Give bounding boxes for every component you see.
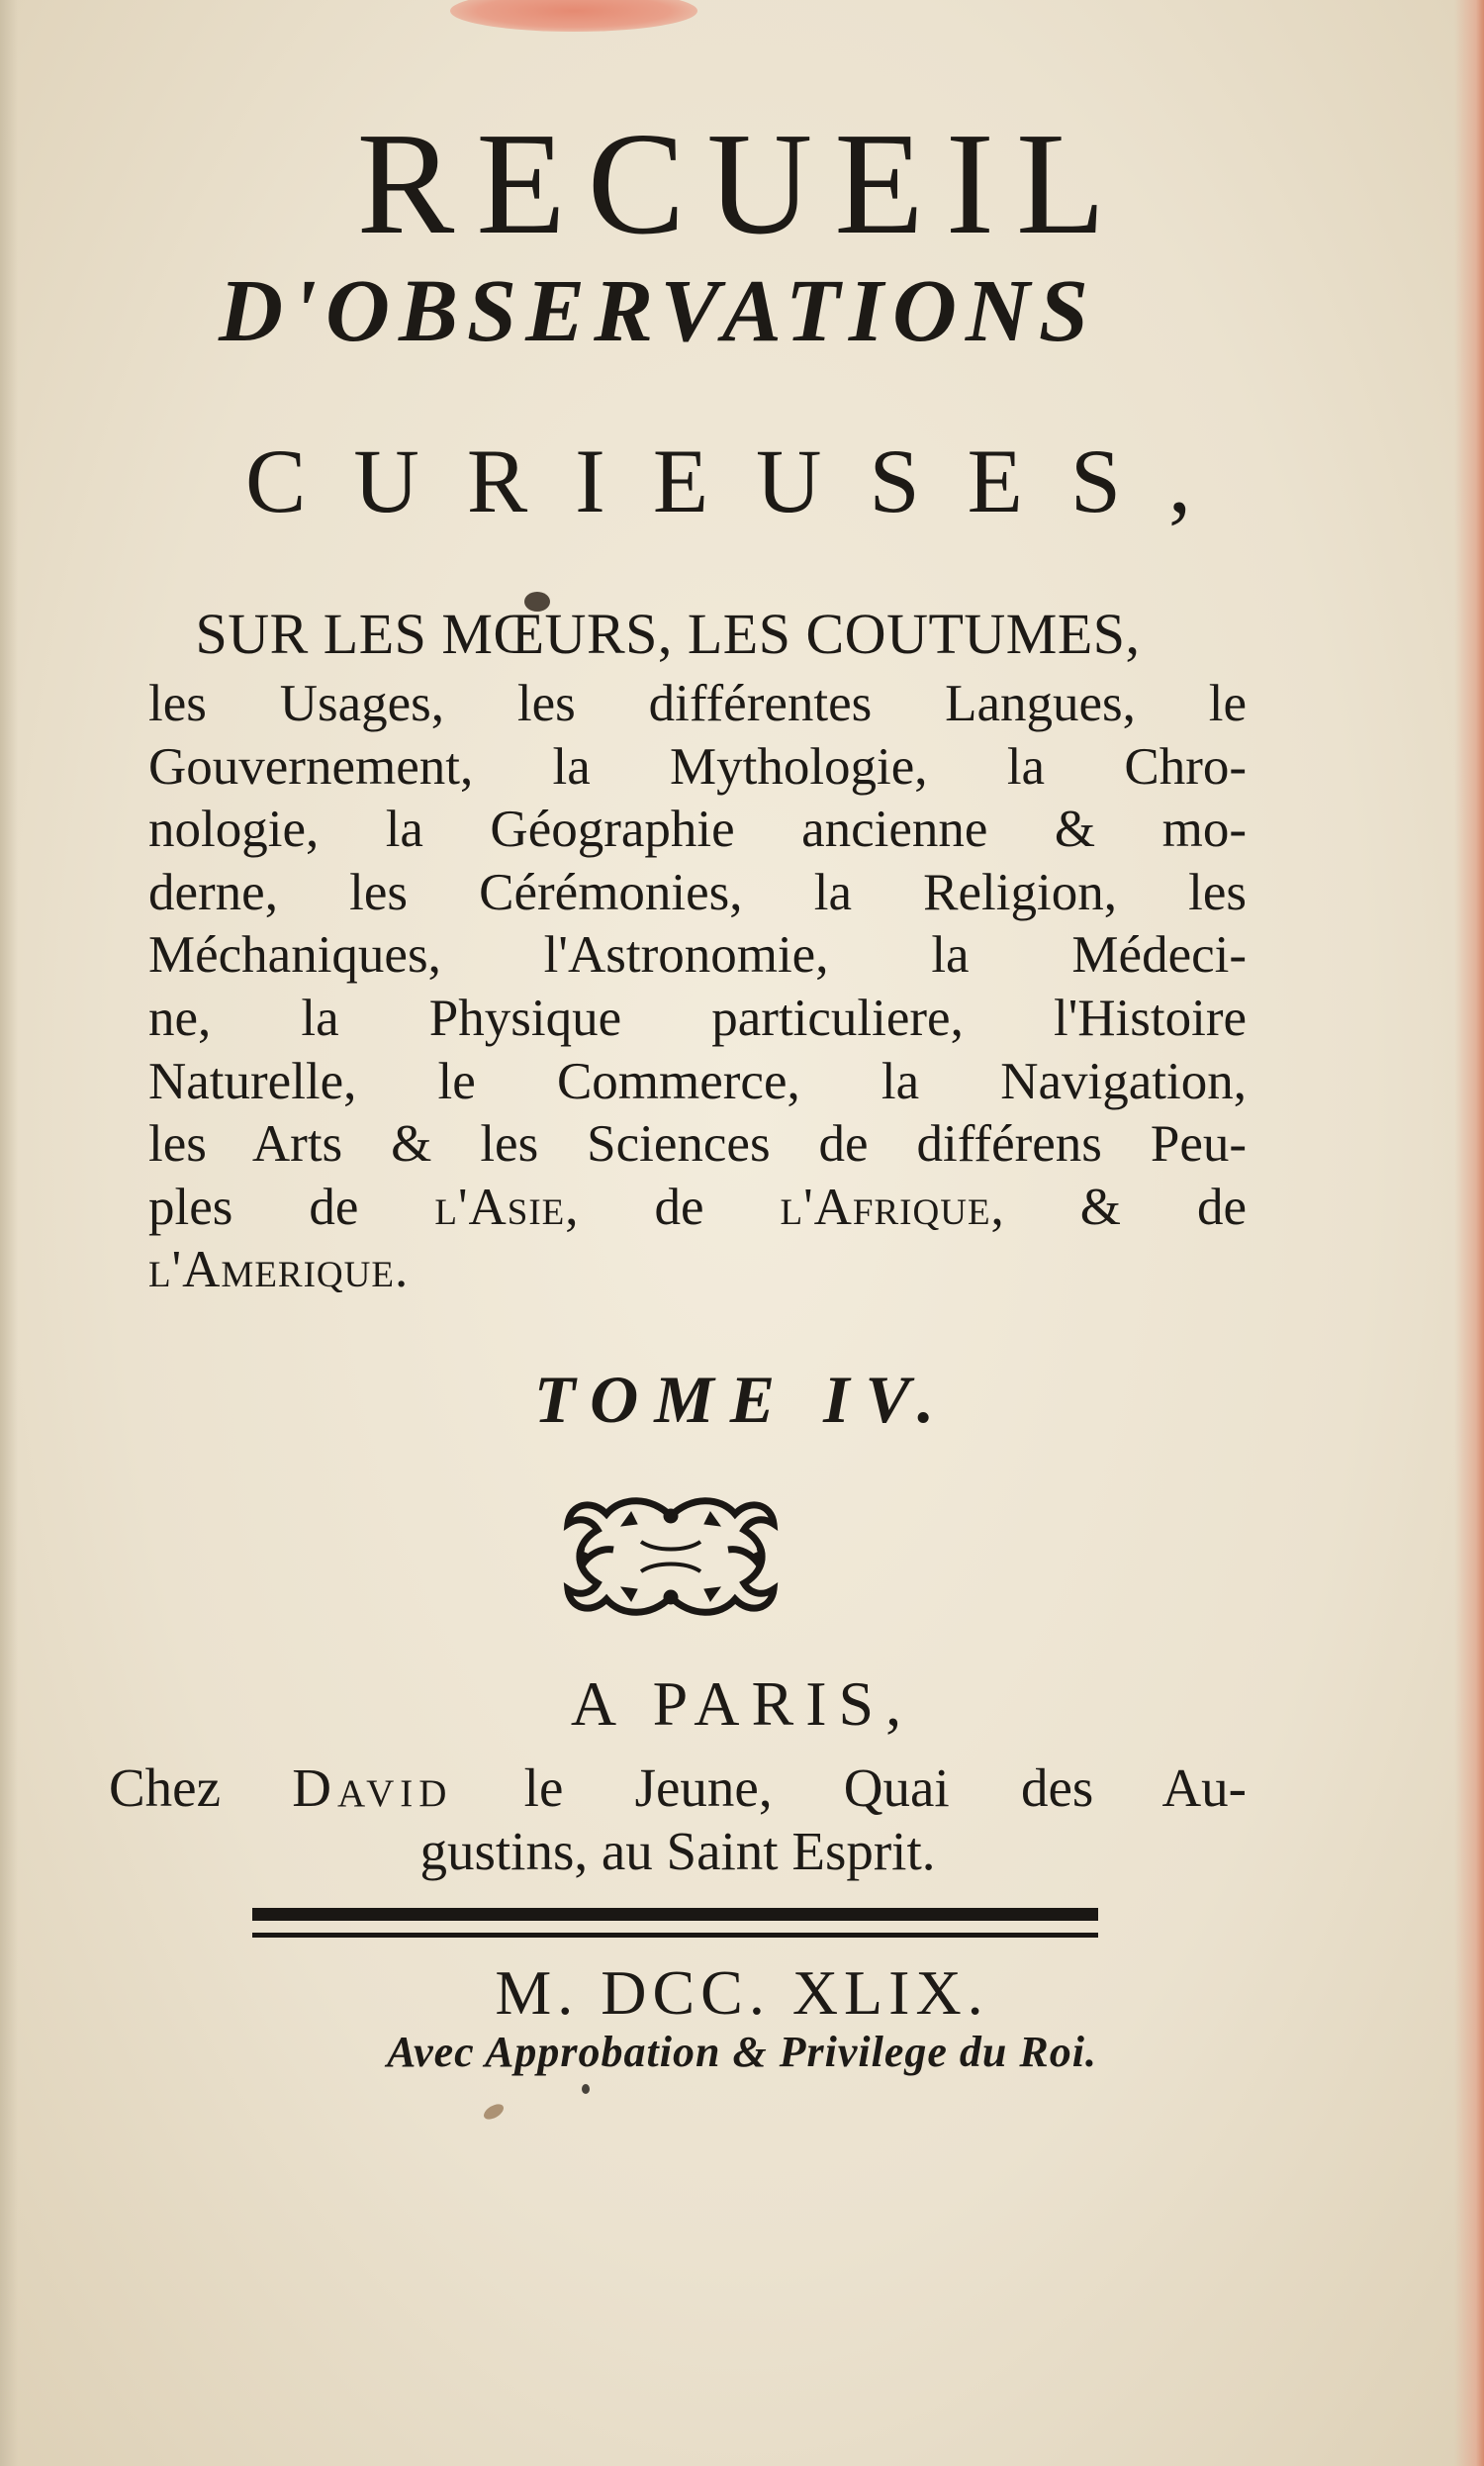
imprint-city: A PARIS, <box>570 1668 914 1739</box>
text-fragment: Chez <box>109 1757 293 1818</box>
subtitle-line: Naturelle, le Commerce, la Navigation, <box>148 1052 1247 1110</box>
subtitle-body <box>148 673 1247 1302</box>
imprint-publisher <box>109 1756 1247 1883</box>
text-fragment: , de <box>565 1178 781 1236</box>
subtitle-line: nologie, la Géographie ancienne & mo- <box>148 801 1247 859</box>
text-fragment: le Jeune, Quai des Au- <box>452 1757 1247 1818</box>
subtitle-line-amerique <box>148 1239 1247 1302</box>
subtitle-line: Gouvernement, la Mythologie, la Chro- <box>148 737 1247 796</box>
subtitle-line: les Arts & les Sciences de différens Peu- <box>148 1115 1247 1174</box>
subtitle-line: les Usages, les différentes Langues, le <box>148 675 1247 732</box>
foxing-spot <box>481 2101 506 2122</box>
region-asie: l'Asie <box>434 1178 566 1236</box>
double-rule-thick <box>252 1908 1098 1921</box>
volume-number: TOME IV. <box>533 1362 951 1437</box>
region-amerique: l'Amerique. <box>148 1241 410 1299</box>
title-curieuses: CURIEUSES, <box>245 430 1239 531</box>
foxing-spot <box>582 2084 590 2094</box>
title-observations: D'OBSERVATIONS <box>219 262 1097 360</box>
red-page-edge <box>1454 0 1484 2466</box>
publisher-line <box>109 1756 1247 1820</box>
royal-privilege: Avec Approbation & Privilege du Roi. <box>387 2028 1097 2076</box>
printers-ornament-icon <box>562 1486 780 1625</box>
text-fragment: , & de <box>990 1178 1247 1236</box>
subtitle-lead: SUR LES MŒURS, LES COUTUMES, <box>195 602 1141 666</box>
publication-year: M. DCC. XLIX. <box>495 1957 989 2028</box>
double-rule-thin <box>252 1933 1098 1938</box>
subtitle-line: derne, les Cérémonies, la Religion, les <box>148 863 1247 921</box>
subtitle-line-regions <box>148 1177 1247 1240</box>
red-stain <box>450 0 697 32</box>
publisher-name: David <box>292 1757 453 1818</box>
text-fragment: ples de <box>148 1178 435 1236</box>
page-edge-shadow <box>0 0 18 2466</box>
publisher-line: gustins, au Saint Esprit. <box>419 1821 936 1881</box>
title-recueil: RECUEIL <box>356 103 1128 265</box>
region-afrique: l'Afrique <box>780 1178 991 1236</box>
subtitle-line: ne, la Physique particuliere, l'Histoire <box>148 989 1247 1047</box>
subtitle-line: Méchaniques, l'Astronomie, la Médeci- <box>148 926 1247 985</box>
